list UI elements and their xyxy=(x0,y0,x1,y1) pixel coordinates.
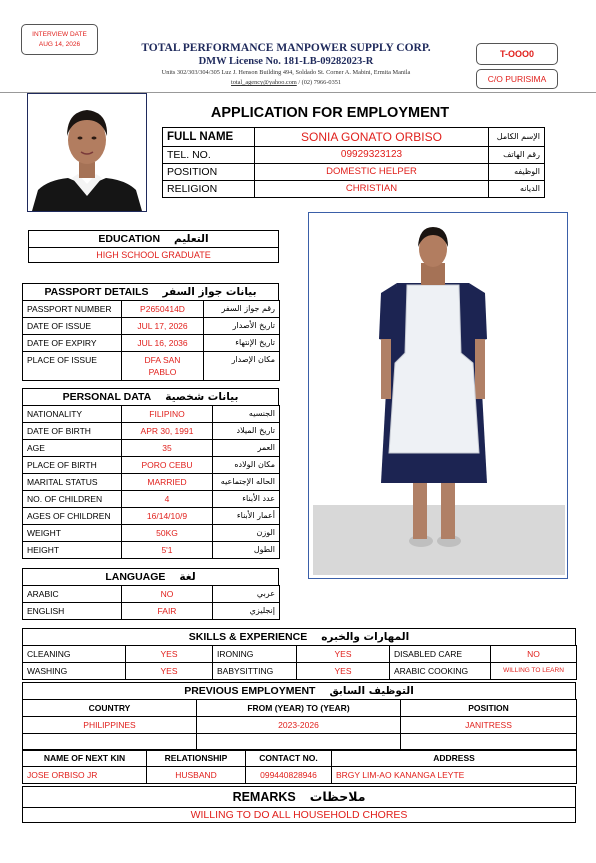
language-section xyxy=(22,568,279,620)
weight-row xyxy=(23,525,280,542)
birth-date-label: DATE OF BIRTH xyxy=(23,423,122,440)
skills-row xyxy=(23,663,577,680)
full-body-photo xyxy=(308,212,568,579)
country-cell xyxy=(23,734,197,751)
education-section xyxy=(28,230,279,263)
skills-header xyxy=(22,628,576,645)
company-phone: / (02) 7966-0351 xyxy=(296,79,342,86)
years-cell: 2023-2026 xyxy=(197,717,401,734)
column-header: POSITION xyxy=(401,700,577,717)
religion-arabic: الديانه xyxy=(489,181,545,198)
marital-status-row xyxy=(23,474,280,491)
position-label: POSITION xyxy=(163,164,255,181)
height-row xyxy=(23,542,280,559)
passport-number-value: P2650414D xyxy=(122,301,204,318)
passport-section xyxy=(22,283,279,381)
column-header: ADDRESS xyxy=(332,750,577,767)
age-value: 35 xyxy=(122,440,213,457)
full-name-label: FULL NAME xyxy=(163,128,255,147)
previous-employment-table xyxy=(22,699,577,751)
expiry-date-row xyxy=(23,335,280,352)
skills-title: SKILLS & EXPERIENCE xyxy=(188,631,308,643)
age-arabic: العمر xyxy=(213,440,280,457)
column-header: NAME OF NEXT KIN xyxy=(23,750,147,767)
height-label: HEIGHT xyxy=(23,542,122,559)
issue-date-arabic: تاريخ الأصدار xyxy=(204,318,280,335)
arabic-language-label: ARABIC xyxy=(23,586,122,603)
full-name-row xyxy=(163,128,545,147)
language-title: LANGUAGE xyxy=(105,571,166,583)
full-name-value: SONIA GONATO ORBISO xyxy=(255,128,489,147)
issue-date-value: JUL 17, 2026 xyxy=(122,318,204,335)
place-of-issue-label: PLACE OF ISSUE xyxy=(23,352,122,381)
english-language-value: FAIR xyxy=(122,603,213,620)
kin-relationship: HUSBAND xyxy=(147,767,246,784)
previous-employment-header xyxy=(22,682,576,699)
column-header: FROM (YEAR) TO (YEAR) xyxy=(197,700,401,717)
age-label: AGE xyxy=(23,440,122,457)
weight-label: WEIGHT xyxy=(23,525,122,542)
skill-value: WILLING TO LEARN xyxy=(491,663,577,680)
birth-date-value: APR 30, 1991 xyxy=(122,423,213,440)
nationality-label: NATIONALITY xyxy=(23,406,122,423)
height-arabic: الطول xyxy=(213,542,280,559)
remarks-title-arabic: ملاحظات xyxy=(309,789,366,804)
skill-label: CLEANING xyxy=(23,646,126,663)
passport-number-arabic: رقم جواز السفر xyxy=(204,301,280,318)
weight-value: 50KG xyxy=(122,525,213,542)
skill-label: WASHING xyxy=(23,663,126,680)
kin-address: BRGY LIM-AO KANANGA LEYTE xyxy=(332,767,577,784)
position-cell: JANITRESS xyxy=(401,717,577,734)
headshot-image xyxy=(28,94,146,211)
previous-employment-title-arabic: التوظيف السابق xyxy=(329,685,414,697)
tel-row xyxy=(163,147,545,164)
personal-data-section xyxy=(22,388,279,559)
birth-place-row xyxy=(23,457,280,474)
passport-table xyxy=(22,300,280,381)
reference-note: C/O PURISIMA xyxy=(487,74,547,84)
interview-date-value: AUG 14, 2026 xyxy=(38,41,81,48)
skills-table xyxy=(22,645,577,680)
religion-row xyxy=(163,181,545,198)
nationality-value: FILIPINO xyxy=(122,406,213,423)
children-count-label: NO. OF CHILDREN xyxy=(23,491,122,508)
remarks-section xyxy=(22,786,576,823)
next-of-kin-row xyxy=(23,767,577,784)
country-cell: PHILIPPINES xyxy=(23,717,197,734)
education-title-arabic: التعليم xyxy=(174,233,209,245)
children-ages-label: AGES OF CHILDREN xyxy=(23,508,122,525)
column-header: RELATIONSHIP xyxy=(147,750,246,767)
skills-title-arabic: المهارات والخبره xyxy=(321,631,410,643)
previous-employment-header-row xyxy=(23,700,577,717)
language-table xyxy=(22,585,280,620)
table-row xyxy=(23,717,577,734)
company-header xyxy=(100,42,472,87)
education-value: HIGH SCHOOL GRADUATE xyxy=(96,250,211,260)
remarks-title: REMARKS xyxy=(232,790,296,804)
personal-data-title-arabic: بيانات شخصية xyxy=(165,391,239,403)
language-title-arabic: لغة xyxy=(179,571,196,583)
company-address: Units 302/303/304/305 Luz J. Henson Building 494, Soldado St. Corner A. Mabini, Ermita Manila xyxy=(161,69,411,76)
marital-status-label: MARITAL STATUS xyxy=(23,474,122,491)
column-header: COUNTRY xyxy=(23,700,197,717)
kin-name: JOSE ORBISO JR xyxy=(23,767,147,784)
weight-arabic: الوزن xyxy=(213,525,280,542)
birth-place-label: PLACE OF BIRTH xyxy=(23,457,122,474)
full-body-image xyxy=(309,213,567,578)
skills-section xyxy=(22,628,576,680)
education-header xyxy=(29,231,278,248)
place-of-issue-row xyxy=(23,352,280,381)
religion-value: CHRISTIAN xyxy=(255,181,489,198)
arabic-language-value: NO xyxy=(122,586,213,603)
children-count-value: 4 xyxy=(122,491,213,508)
skill-value: YES xyxy=(297,663,390,680)
company-name: TOTAL PERFORMANCE MANPOWER SUPPLY CORP. xyxy=(141,42,431,54)
tel-label: TEL. NO. xyxy=(163,147,255,164)
expiry-date-value: JUL 16, 2036 xyxy=(122,335,204,352)
next-of-kin-header-row xyxy=(23,750,577,767)
skill-label: IRONING xyxy=(213,646,297,663)
previous-employment-title: PREVIOUS EMPLOYMENT xyxy=(184,685,316,697)
arabic-language-row xyxy=(23,586,280,603)
personal-data-header xyxy=(22,388,279,405)
age-row xyxy=(23,440,280,457)
english-language-label: ENGLISH xyxy=(23,603,122,620)
nationality-row xyxy=(23,406,280,423)
headshot-photo xyxy=(27,93,147,212)
position-value: DOMESTIC HELPER xyxy=(255,164,489,181)
next-of-kin-table xyxy=(22,749,577,784)
reference-code: T-OOO0 xyxy=(499,49,534,59)
position-cell xyxy=(401,734,577,751)
years-cell xyxy=(197,734,401,751)
remarks-header xyxy=(23,787,575,808)
passport-number-label: PASSPORT NUMBER xyxy=(23,301,122,318)
tel-value: 09929323123 xyxy=(255,147,489,164)
place-of-issue-line2: PABLO xyxy=(148,367,177,377)
position-row xyxy=(163,164,545,181)
applicant-info-table xyxy=(162,127,545,198)
nationality-arabic: الجنسيه xyxy=(213,406,280,423)
position-arabic: الوظيفه xyxy=(489,164,545,181)
children-ages-value: 16/14/10/9 xyxy=(122,508,213,525)
passport-number-row xyxy=(23,301,280,318)
marital-status-value: MARRIED xyxy=(122,474,213,491)
kin-contact: 099440828946 xyxy=(246,767,332,784)
children-ages-row xyxy=(23,508,280,525)
form-title: APPLICATION FOR EMPLOYMENT xyxy=(210,105,450,121)
arabic-language-arabic: عربي xyxy=(213,586,280,603)
personal-data-table xyxy=(22,405,280,559)
place-of-issue-line1: DFA SAN xyxy=(144,355,181,365)
full-name-arabic: الإسم الكامل xyxy=(489,128,545,147)
company-contact xyxy=(100,78,472,87)
birth-place-value: PORO CEBU xyxy=(122,457,213,474)
skill-label: BABYSITTING xyxy=(213,663,297,680)
skill-label: ARABIC COOKING xyxy=(390,663,491,680)
english-language-row xyxy=(23,603,280,620)
children-ages-arabic: أعمار الأبناء xyxy=(213,508,280,525)
column-header: CONTACT NO. xyxy=(246,750,332,767)
passport-title: PASSPORT DETAILS xyxy=(44,286,149,298)
birth-date-row xyxy=(23,423,280,440)
interview-date-box xyxy=(21,24,98,55)
education-title: EDUCATION xyxy=(98,233,161,245)
previous-employment-section xyxy=(22,682,576,751)
skill-value: NO xyxy=(491,646,577,663)
company-license: DMW License No. 181-LB-09282023-R xyxy=(198,56,374,67)
reference-code-box xyxy=(476,43,558,65)
place-of-issue-value xyxy=(122,352,204,381)
birth-place-arabic: مكان الولاده xyxy=(213,457,280,474)
skill-value: YES xyxy=(126,663,213,680)
children-count-row xyxy=(23,491,280,508)
tel-arabic: رقم الهاتف xyxy=(489,147,545,164)
remarks-value: WILLING TO DO ALL HOUSEHOLD CHORES xyxy=(190,809,408,821)
children-count-arabic: عدد الأبناء xyxy=(213,491,280,508)
language-header xyxy=(22,568,279,585)
company-email[interactable]: total_agency@yahoo.com xyxy=(230,79,297,86)
skills-row xyxy=(23,646,577,663)
table-row xyxy=(23,734,577,751)
personal-data-title: PERSONAL DATA xyxy=(62,391,152,403)
marital-status-arabic: الحاله الإجتماعيه xyxy=(213,474,280,491)
religion-label: RELIGION xyxy=(163,181,255,198)
issue-date-row xyxy=(23,318,280,335)
expiry-date-label: DATE OF EXPIRY xyxy=(23,335,122,352)
expiry-date-arabic: تاريخ الإنتهاء xyxy=(204,335,280,352)
skill-value: YES xyxy=(297,646,390,663)
skill-label: DISABLED CARE xyxy=(390,646,491,663)
passport-header xyxy=(22,283,279,300)
height-value: 5'1 xyxy=(122,542,213,559)
passport-title-arabic: بيانات جواز السفر xyxy=(162,286,257,298)
birth-date-arabic: تاريخ الميلاد xyxy=(213,423,280,440)
english-language-arabic: إنجليزي xyxy=(213,603,280,620)
interview-date-label: INTERVIEW DATE xyxy=(32,31,87,38)
skill-value: YES xyxy=(126,646,213,663)
issue-date-label: DATE OF ISSUE xyxy=(23,318,122,335)
reference-note-box xyxy=(476,69,558,89)
place-of-issue-arabic: مكان الإصدار xyxy=(204,352,280,381)
